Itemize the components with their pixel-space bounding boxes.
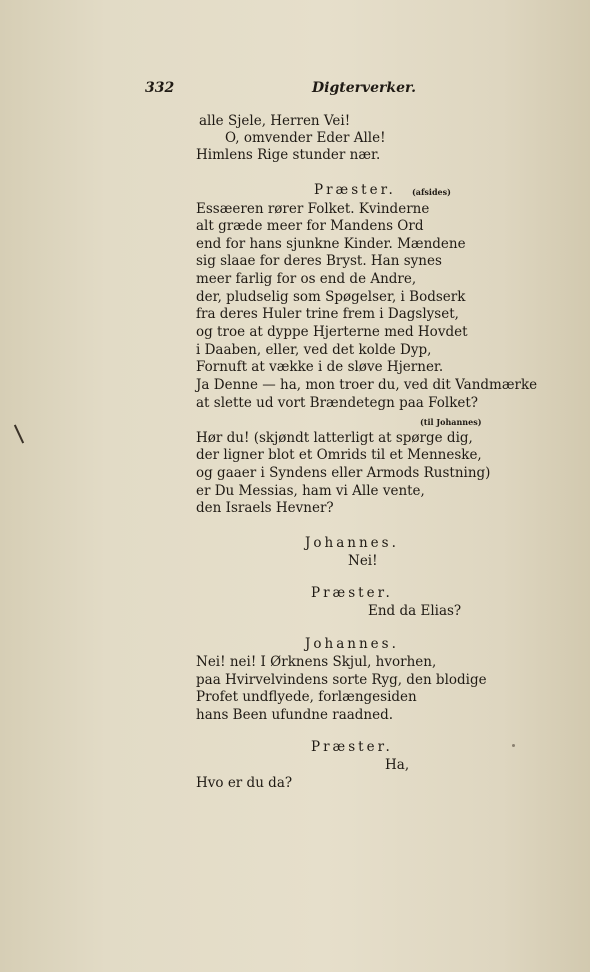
text-line: Essæeren rører Folket. Kvinderne bbox=[196, 201, 430, 217]
speaker-name: Præster. bbox=[311, 585, 393, 601]
stage-direction: (til Johannes) bbox=[420, 417, 482, 427]
text-line: i Daaben, eller, ved det kolde Dyp, bbox=[196, 342, 432, 358]
text-line: sig slaae for deres Bryst. Han synes bbox=[196, 253, 442, 269]
text-line: meer farlig for os end de Andre, bbox=[196, 271, 417, 287]
text-line: paa Hvirvelvindens sorte Ryg, den blodige bbox=[196, 672, 487, 688]
text-line: Profet undflyede, forlængesiden bbox=[196, 689, 417, 705]
speaker-name: Johannes. bbox=[305, 636, 399, 652]
text-line: er Du Messias, ham vi Alle vente, bbox=[196, 483, 425, 499]
page-speck bbox=[512, 744, 515, 747]
speaker-name: Præster. bbox=[314, 182, 396, 198]
text-line: alt græde meer for Mandens Ord bbox=[196, 218, 424, 234]
text-line: Fornuft at vække i de sløve Hjerner. bbox=[196, 359, 444, 375]
text-line: at slette ud vort Brændetegn paa Folket? bbox=[196, 395, 479, 411]
text-line: Himlens Rige stunder nær. bbox=[196, 147, 381, 163]
text-line: der ligner blot et Omrids til et Menneske, bbox=[196, 447, 482, 463]
margin-pencil-mark bbox=[14, 425, 24, 444]
speech-line: Ha, bbox=[385, 757, 410, 773]
stage-direction: (afsides) bbox=[412, 187, 451, 197]
text-line: og gaaer i Syndens eller Armods Rustning) bbox=[196, 465, 491, 481]
text-line: O, omvender Eder Alle! bbox=[225, 130, 386, 146]
text-line: hans Been ufundne raadned. bbox=[196, 707, 394, 723]
text-line: Nei! nei! I Ørknens Skjul, hvorhen, bbox=[196, 654, 437, 670]
text-line: den Israels Hevner? bbox=[196, 500, 334, 516]
text-line: end for hans sjunkne Kinder. Mændene bbox=[196, 236, 466, 252]
speaker-name: Præster. bbox=[311, 739, 393, 755]
page-number: 332 bbox=[145, 80, 175, 96]
text-line: fra deres Huler trine frem i Dagslyset, bbox=[196, 306, 459, 322]
speaker-name: Johannes. bbox=[305, 535, 399, 551]
text-line: Hvo er du da? bbox=[196, 775, 293, 791]
text-line: Ja Denne — ha, mon troer du, ved dit Vandmærke bbox=[196, 377, 538, 393]
text-line: Hør du! (skjøndt latterligt at spørge dig, bbox=[196, 430, 473, 446]
speech-line: End da Elias? bbox=[368, 603, 462, 619]
text-line: der, pludselig som Spøgelser, i Bodserk bbox=[196, 289, 466, 305]
text-line: og troe at dyppe Hjerterne med Hovdet bbox=[196, 324, 468, 340]
speech-line: Nei! bbox=[348, 553, 378, 569]
running-title: Digterverker. bbox=[312, 80, 416, 96]
text-line: alle Sjele, Herren Vei! bbox=[199, 113, 351, 129]
